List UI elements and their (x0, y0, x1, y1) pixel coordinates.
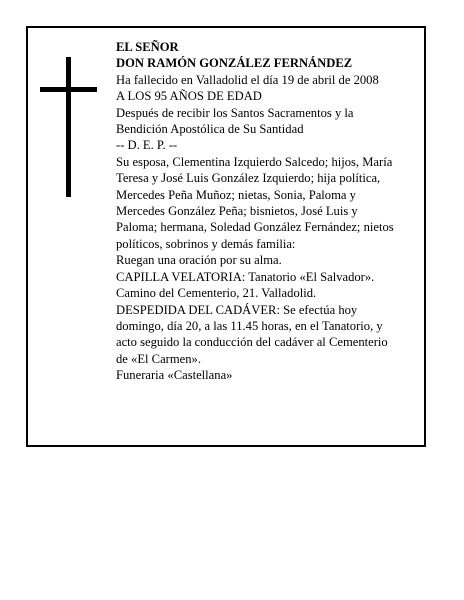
prayer-line: Ruegan una oración por su alma. (116, 253, 282, 268)
cross-horizontal-bar (40, 87, 97, 92)
family-line: Teresa y José Luis González Izquierdo; hija política, (116, 171, 381, 186)
farewell-line: domingo, día 20, a las 11.45 horas, en el Tanatorio, y (116, 318, 383, 333)
farewell-line: de «El Carmen». (116, 351, 201, 366)
family-line: políticos, sobrinos y demás familia: (116, 236, 296, 251)
farewell-line: DESPEDIDA DEL CADÁVER: Se efectúa hoy (116, 302, 358, 317)
chapel-line-2: Camino del Cementerio, 21. Valladolid. (116, 286, 317, 301)
sacraments-line-2: Bendición Apostólica de Su Santidad (116, 122, 304, 137)
family-line: Mercedes Peña Muñoz; nietas, Sonia, Paloma y (116, 187, 356, 202)
title-line-2: DON RAMÓN GONZÁLEZ FERNÁNDEZ (116, 56, 353, 71)
obituary-text (116, 39, 416, 384)
title-line-1: EL SEÑOR (116, 40, 179, 54)
family-line: Mercedes González Peña; bisnietos, José Luis y (116, 204, 358, 219)
rip-line: -- D. E. P. -- (116, 138, 178, 153)
passed-away-line: Ha fallecido en Valladolid el día 19 de abril de 2008 (116, 72, 379, 87)
obituary-notice (26, 26, 426, 447)
sacraments-line-1: Después de recibir los Santos Sacramentos y la (116, 105, 354, 120)
farewell-line: acto seguido la conducción del cadáver al Cementerio (116, 335, 388, 350)
cross-vertical-bar (66, 57, 71, 197)
funeral-home-line: Funeraria «Castellana» (116, 368, 233, 383)
family-line: Su esposa, Clementina Izquierdo Salcedo; hijos, María (116, 154, 393, 169)
chapel-line-1: CAPILLA VELATORIA: Tanatorio «El Salvador». (116, 269, 375, 284)
family-line: Paloma; hermana, Soledad González Fernández; nietos (116, 220, 394, 235)
age-line: A LOS 95 AÑOS DE EDAD (116, 89, 262, 104)
